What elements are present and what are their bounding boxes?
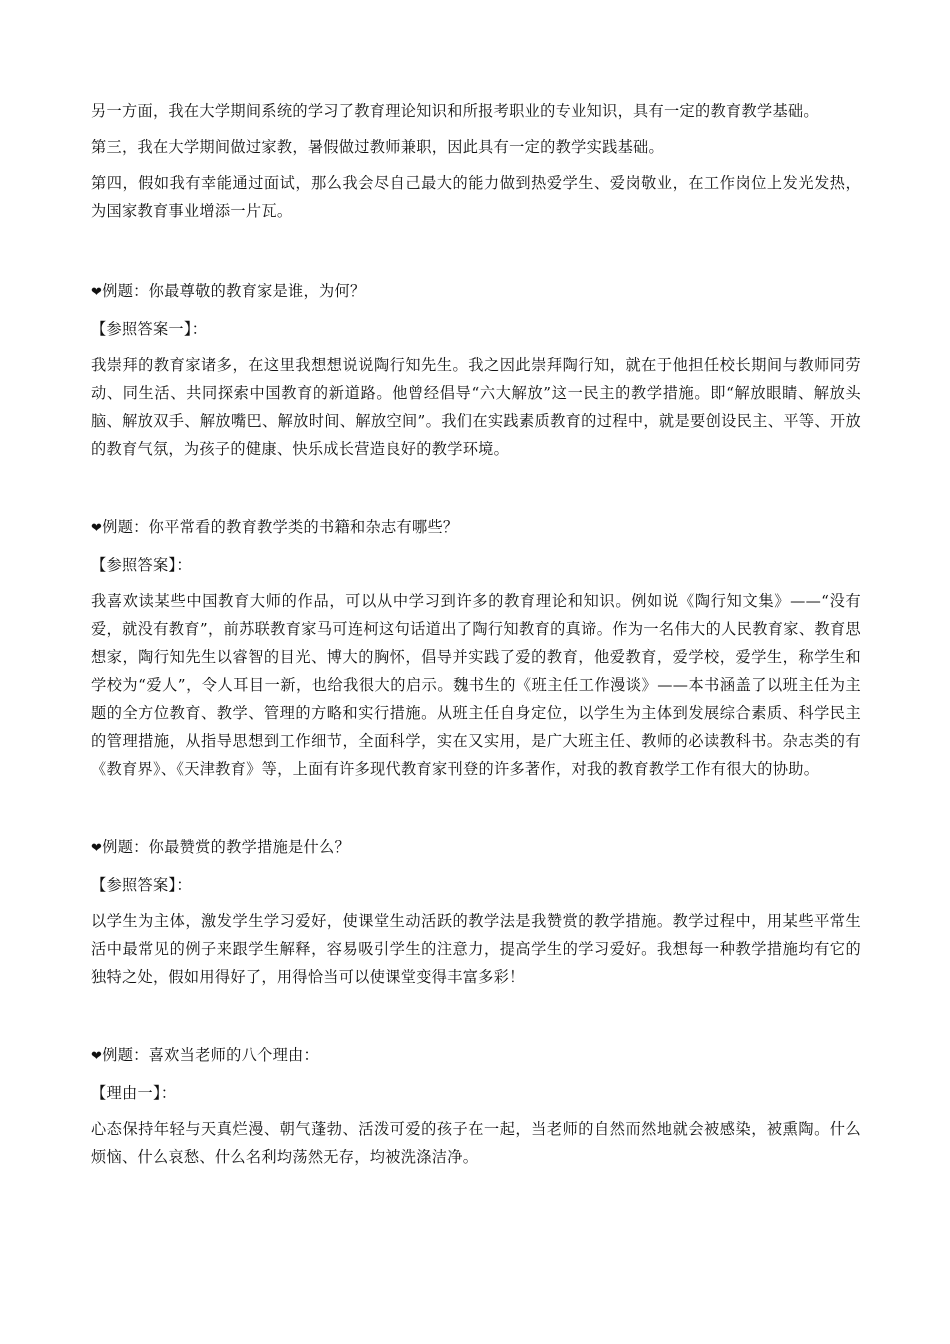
heart-icon: ❤ (91, 521, 103, 536)
answer-label-1: 【参照答案一】： (91, 320, 208, 338)
intro-paragraph-1: 另一方面，我在大学期间系统的学习了教育理论知识和所报考职业的专业知识，具有一定的教育教学基础。 (91, 102, 819, 120)
answer-3: 以学生为主体，激发学生学习爱好，使课堂生动活跃的教学法是我赞赏的教学措施。教学过程中，用某些平常生活中最常见的例子来跟学生解释，容易吸引学生的注意力，提高学生的学习爱好。我想每一种教学措施均有它的独特之处，假如用得好了，用得恰当可以使课堂变得丰富多彩！ (91, 912, 861, 986)
answer-label-4: 【理由一】： (91, 1084, 177, 1102)
intro-paragraph-3: 第四，假如我有幸能通过面试，那么我会尽自己最大的能力做到热爱学生、爱岗敬业，在工作岗位上发光发热，为国家教育事业增添一片瓦。 (91, 174, 861, 220)
intro-paragraph-2: 第三，我在大学期间做过家教，暑假做过教师兼职，因此具有一定的教学实践基础。 (91, 138, 665, 156)
answer-label-2: 【参照答案】： (91, 556, 192, 574)
question-text: 例题：你平常看的教育教学类的书籍和杂志有哪些？ (102, 518, 459, 536)
question-4 (91, 1041, 861, 1071)
question-text: 例题：喜欢当老师的八个理由： (102, 1046, 320, 1064)
heart-icon: ❤ (91, 841, 103, 856)
question-text: 例题：你最赞赏的教学措施是什么？ (102, 838, 351, 856)
answer-label-3: 【参照答案】： (91, 876, 192, 894)
answer-1: 我崇拜的教育家诸多，在这里我想想说说陶行知先生。我之因此崇拜陶行知，就在于他担任校长期间与教师同劳动、同生活、共同探索中国教育的新道路。他曾经倡导“六大解放”这一民主的教学措施。即“解放眼睛、解放头脑、解放双手、解放嘴巴、解放时间、解放空间”。我们在实践素质教育的过程中，就是要创设民主、平等、开放的教育气氛，为孩子的健康、快乐成长营造良好的教学环境。 (91, 356, 861, 458)
question-2 (91, 513, 861, 543)
answer-2: 我喜欢读某些中国教育大师的作品，可以从中学习到许多的教育理论和知识。例如说《陶行知文集》——“没有爱，就没有教育”，前苏联教育家马可连柯这句话道出了陶行知教育的真谛。作为一名伟大的人民教育家、教育思想家，陶行知先生以睿智的目光、博大的胸怀，倡导并实践了爱的教育，他爱教育，爱学校，爱学生，称学生和学校为“爱人”，令人耳目一新，也给我很大的启示。魏书生的《班主任工作漫谈》——本书涵盖了以班主任为主题的全方位教育、教学、管理的方略和实行措施。从班主任自身定位，以学生为主体到发展综合素质、科学民主的管理措施，从指导思想到工作细节，全面科学，实在又实用，是广大班主任、教师的必读教科书。杂志类的有《教育界》、《天津教育》等，上面有许多现代教育家刊登的许多著作，对我的教育教学工作有很大的协助。 (91, 592, 861, 778)
question-3 (91, 833, 861, 863)
heart-icon: ❤ (91, 285, 103, 300)
question-1 (91, 277, 861, 307)
question-text: 例题：你最尊敬的教育家是谁，为何？ (102, 282, 366, 300)
answer-4: 心态保持年轻与天真烂漫、朝气蓬勃、活泼可爱的孩子在一起，当老师的自然而然地就会被感染，被熏陶。什么烦恼、什么哀愁、什么名利均荡然无存，均被洗涤洁净。 (91, 1120, 861, 1166)
heart-icon: ❤ (91, 1049, 103, 1064)
document-page (91, 97, 861, 1171)
